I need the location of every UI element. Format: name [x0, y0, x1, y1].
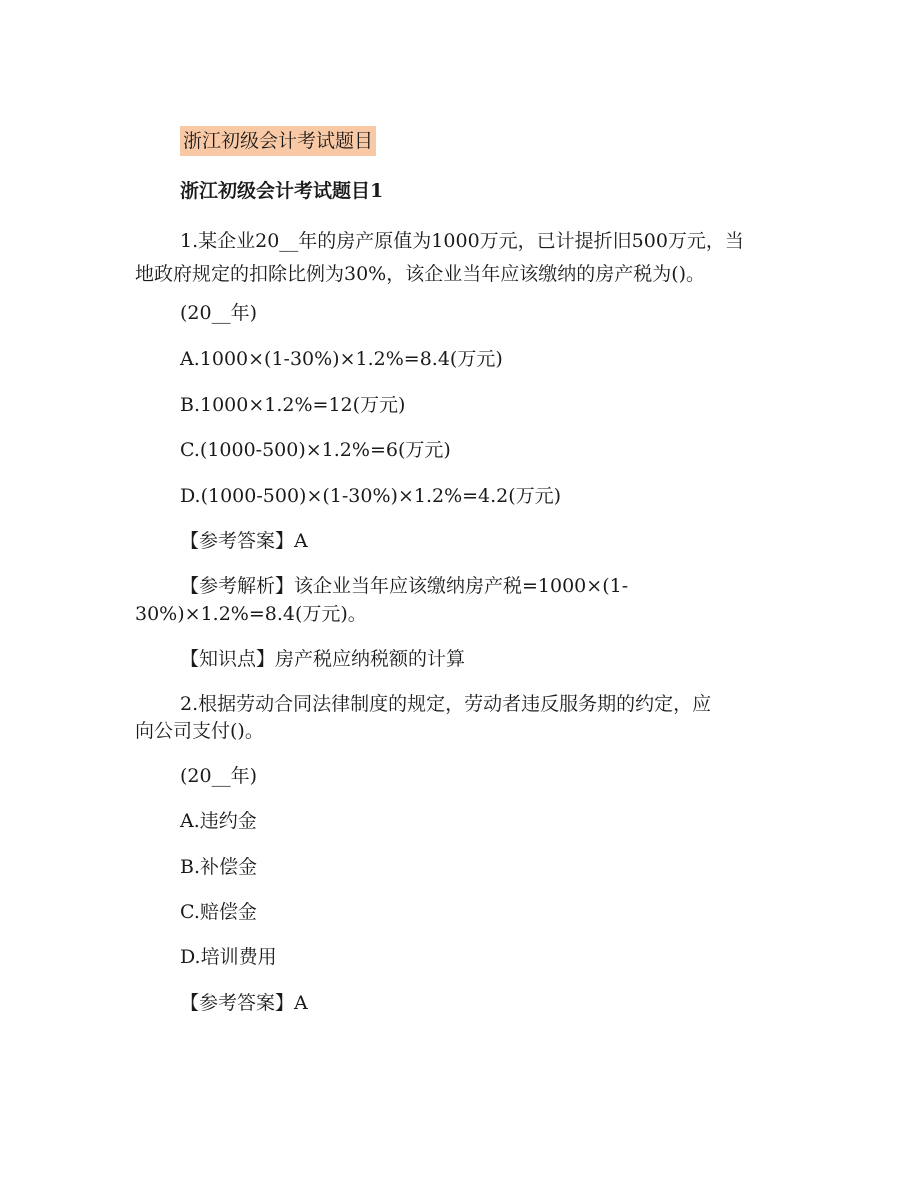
q2-year: (20__年) [180, 765, 258, 787]
q2-option-a: A.违约金 [180, 810, 257, 832]
q1-stem-line2: 地政府规定的扣除比例为30%，该企业当年应该缴纳的房产税为()。 [135, 263, 706, 285]
section-heading: 浙江初级会计考试题目1 [180, 180, 384, 202]
q1-option-c: C.(1000-500)×1.2%=6(万元) [180, 439, 451, 461]
q2-option-b: B.补偿金 [180, 856, 258, 878]
q1-analysis-line1: 【参考解析】该企业当年应该缴纳房产税=1000×(1- [180, 575, 629, 597]
q1-stem-line1: 1.某企业20__年的房产原值为1000万元，已计提折旧500万元，当 [180, 230, 744, 252]
q1-option-b: B.1000×1.2%=12(万元) [180, 394, 406, 416]
document-title: 浙江初级会计考试题目 [180, 126, 376, 156]
q2-answer: 【参考答案】A [180, 992, 308, 1014]
q1-option-d: D.(1000-500)×(1-30%)×1.2%=4.2(万元) [180, 485, 562, 507]
q1-option-a: A.1000×(1-30%)×1.2%=8.4(万元) [180, 348, 503, 370]
q1-analysis-line2: 30%)×1.2%=8.4(万元)。 [135, 603, 367, 625]
q1-answer: 【参考答案】A [180, 530, 308, 552]
q2-stem-line1: 2.根据劳动合同法律制度的规定，劳动者违反服务期的约定，应 [180, 693, 712, 715]
q2-option-c: C.赔偿金 [180, 901, 257, 923]
q2-stem-line2: 向公司支付()。 [135, 720, 264, 742]
q1-year: (20__年) [180, 302, 258, 324]
q1-knowledge-point: 【知识点】房产税应纳税额的计算 [180, 648, 466, 670]
q2-option-d: D.培训费用 [180, 946, 277, 968]
